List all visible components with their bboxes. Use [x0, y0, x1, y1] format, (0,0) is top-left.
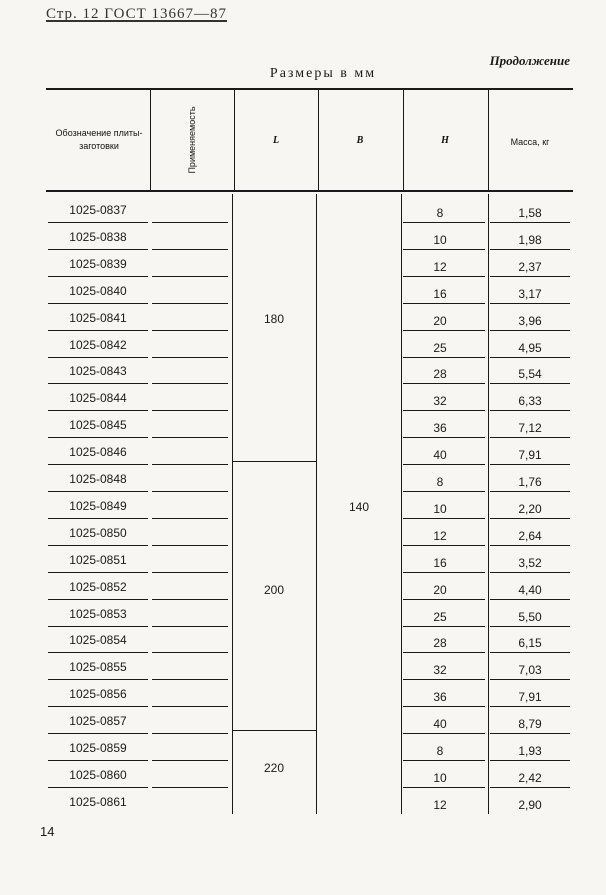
applicability-rule — [152, 626, 228, 627]
table-row-mass: 6,33 — [518, 394, 542, 409]
h-rule — [403, 303, 485, 304]
designation-rule — [48, 383, 148, 384]
table-row-H: 28 — [433, 636, 447, 651]
table-row-mass: 2,90 — [518, 797, 542, 812]
h-rule — [403, 249, 485, 250]
h-rule — [403, 383, 485, 384]
header-designation: Обозначение плиты-заготовки — [55, 128, 143, 151]
h-rule — [403, 706, 485, 707]
table-row-code: 1025-0857 — [69, 714, 127, 729]
h-rule — [403, 330, 485, 331]
h-rule — [403, 733, 485, 734]
mass-rule — [490, 464, 570, 465]
column-divider — [488, 194, 489, 814]
designation-rule — [48, 222, 148, 223]
table-row-code: 1025-0850 — [69, 525, 127, 540]
applicability-rule — [152, 652, 228, 653]
table-row-mass: 7,12 — [518, 421, 542, 436]
designation-rule — [48, 437, 148, 438]
header-divider — [488, 90, 489, 190]
table-row-code: 1025-0852 — [69, 579, 127, 594]
table-row-code: 1025-0839 — [69, 256, 127, 271]
table-row-code: 1025-0846 — [69, 445, 127, 460]
applicability-rule — [152, 249, 228, 250]
table-row-H: 8 — [436, 744, 444, 758]
applicability-rule — [152, 491, 228, 492]
header-bottom-rule — [46, 190, 573, 192]
applicability-rule — [152, 330, 228, 331]
table-row-code: 1025-0856 — [69, 687, 127, 702]
applicability-rule — [152, 787, 228, 788]
header-divider — [150, 90, 151, 190]
table-row-mass: 3,96 — [518, 313, 542, 328]
group-separator — [232, 730, 316, 731]
h-rule — [403, 276, 485, 277]
applicability-rule — [152, 518, 228, 519]
table-row-mass: 8,79 — [518, 717, 542, 732]
table-row-code: 1025-0844 — [69, 391, 127, 406]
header-divider — [403, 90, 404, 190]
column-divider — [232, 194, 233, 814]
mass-rule — [490, 652, 570, 653]
table-row-H: 12 — [433, 528, 447, 543]
designation-rule — [48, 276, 148, 277]
mass-rule — [490, 357, 570, 358]
h-rule — [403, 572, 485, 573]
designation-rule — [48, 518, 148, 519]
h-rule — [403, 357, 485, 358]
mass-rule — [490, 330, 570, 331]
table-row-mass: 1,98 — [518, 232, 542, 247]
table-row-code: 1025-0860 — [69, 767, 127, 782]
header-applicability: Применяемость — [187, 106, 197, 174]
mass-rule — [490, 383, 570, 384]
column-divider — [401, 194, 402, 814]
table-row-H: 8 — [436, 475, 444, 489]
mass-rule — [490, 706, 570, 707]
table-row-H: 28 — [433, 367, 447, 382]
mass-rule — [490, 249, 570, 250]
designation-rule — [48, 626, 148, 627]
table-top-rule — [46, 88, 573, 90]
applicability-rule — [152, 464, 228, 465]
table-row-mass: 4,95 — [518, 340, 542, 355]
table-row-H: 32 — [433, 394, 447, 409]
table-row-H: 25 — [433, 340, 447, 355]
mass-rule — [490, 572, 570, 573]
table-row-mass: 1,58 — [518, 206, 542, 220]
mass-rule — [490, 303, 570, 304]
applicability-rule — [152, 303, 228, 304]
designation-rule — [48, 679, 148, 680]
table-row-mass: 7,91 — [518, 690, 542, 705]
designation-rule — [48, 464, 148, 465]
applicability-rule — [152, 222, 228, 223]
mass-rule — [490, 437, 570, 438]
table-row-mass: 3,17 — [518, 286, 542, 301]
table-row-mass: 5,54 — [518, 367, 542, 382]
table-row-H: 10 — [433, 501, 447, 516]
table-row-H: 36 — [433, 421, 447, 436]
applicability-rule — [152, 599, 228, 600]
designation-rule — [48, 733, 148, 734]
table-row-mass: 7,91 — [518, 448, 542, 463]
header-divider — [234, 90, 235, 190]
L-value-180: 180 — [263, 312, 285, 326]
table-row-mass: 5,50 — [518, 609, 542, 624]
designation-rule — [48, 303, 148, 304]
dimensions-caption: Размеры в мм — [269, 66, 377, 81]
table-row-mass: 2,37 — [518, 259, 542, 274]
designation-rule — [48, 760, 148, 761]
applicability-rule — [152, 437, 228, 438]
applicability-rule — [152, 572, 228, 573]
mass-rule — [490, 518, 570, 519]
h-rule — [403, 679, 485, 680]
header-B: B — [356, 135, 364, 146]
table-row-mass: 1,76 — [518, 475, 542, 489]
h-rule — [403, 464, 485, 465]
page-number: 14 — [40, 824, 55, 839]
h-rule — [403, 652, 485, 653]
mass-rule — [490, 410, 570, 411]
applicability-rule — [152, 357, 228, 358]
table-row-mass: 2,64 — [518, 528, 542, 543]
h-rule — [403, 410, 485, 411]
table-row-mass: 4,40 — [518, 582, 542, 597]
B-value-140: 140 — [348, 500, 370, 514]
column-divider — [316, 194, 317, 814]
table-row-H: 36 — [433, 690, 447, 705]
group-separator — [232, 461, 316, 462]
table-row-code: 1025-0851 — [69, 552, 127, 567]
mass-rule — [490, 679, 570, 680]
table-row-mass: 6,15 — [518, 636, 542, 651]
table-row-H: 20 — [433, 582, 447, 597]
designation-rule — [48, 787, 148, 788]
designation-rule — [48, 249, 148, 250]
applicability-rule — [152, 760, 228, 761]
mass-rule — [490, 787, 570, 788]
table-row-code: 1025-0838 — [69, 229, 127, 244]
applicability-rule — [152, 410, 228, 411]
table-row-mass: 2,42 — [518, 770, 542, 785]
h-rule — [403, 437, 485, 438]
h-rule — [403, 760, 485, 761]
applicability-rule — [152, 383, 228, 384]
h-rule — [403, 545, 485, 546]
table-row-mass: 7,03 — [518, 663, 542, 678]
table-row-mass: 3,52 — [518, 555, 542, 570]
designation-rule — [48, 410, 148, 411]
table-row-mass: 2,20 — [518, 501, 542, 516]
mass-rule — [490, 599, 570, 600]
h-rule — [403, 599, 485, 600]
table-row-H: 10 — [433, 232, 447, 247]
table-row-H: 12 — [433, 259, 447, 274]
mass-rule — [490, 222, 570, 223]
L-value-200: 200 — [263, 583, 285, 597]
h-rule — [403, 787, 485, 788]
designation-rule — [48, 357, 148, 358]
header-divider — [318, 90, 319, 190]
mass-rule — [490, 733, 570, 734]
table-row-code: 1025-0855 — [69, 660, 127, 675]
mass-rule — [490, 545, 570, 546]
h-rule — [403, 491, 485, 492]
table-row-code: 1025-0854 — [69, 633, 127, 648]
continuation-label: Продолжение — [489, 53, 570, 68]
h-rule — [403, 222, 485, 223]
designation-rule — [48, 706, 148, 707]
designation-rule — [48, 652, 148, 653]
table-row-H: 10 — [433, 770, 447, 785]
header-H: H — [441, 135, 449, 146]
table-row-code: 1025-0861 — [69, 794, 127, 809]
mass-rule — [490, 626, 570, 627]
mass-rule — [490, 760, 570, 761]
table-row-code: 1025-0837 — [69, 203, 127, 217]
designation-rule — [48, 491, 148, 492]
table-row-code: 1025-0853 — [69, 606, 127, 621]
designation-rule — [48, 330, 148, 331]
table-row-H: 20 — [433, 313, 447, 328]
table-row-code: 1025-0840 — [69, 283, 127, 298]
designation-rule — [48, 545, 148, 546]
table-row-code: 1025-0842 — [69, 337, 127, 352]
designation-rule — [48, 572, 148, 573]
table-row-H: 25 — [433, 609, 447, 624]
header-mass: Масса, кг — [510, 137, 550, 147]
table-row-H: 40 — [433, 448, 447, 463]
table-row-code: 1025-0849 — [69, 498, 127, 513]
table-row-H: 32 — [433, 663, 447, 678]
L-value-220: 220 — [263, 761, 285, 775]
mass-rule — [490, 491, 570, 492]
applicability-rule — [152, 706, 228, 707]
table-row-code: 1025-0845 — [69, 418, 127, 433]
table-row-H: 16 — [433, 286, 447, 301]
header-L: L — [272, 135, 280, 146]
document-header: Стр. 12 ГОСТ 13667—87 — [46, 6, 228, 22]
applicability-rule — [152, 545, 228, 546]
table-row-H: 40 — [433, 717, 447, 732]
table-row-code: 1025-0859 — [69, 741, 127, 755]
table-row-code: 1025-0843 — [69, 364, 127, 379]
h-rule — [403, 626, 485, 627]
table-row-H: 16 — [433, 555, 447, 570]
h-rule — [403, 518, 485, 519]
table-row-code: 1025-0841 — [69, 310, 127, 325]
applicability-rule — [152, 733, 228, 734]
applicability-rule — [152, 276, 228, 277]
applicability-rule — [152, 679, 228, 680]
mass-rule — [490, 276, 570, 277]
designation-rule — [48, 599, 148, 600]
table-row-code: 1025-0848 — [69, 472, 127, 486]
table-row-H: 8 — [436, 206, 444, 220]
table-row-mass: 1,93 — [518, 744, 542, 758]
table-row-H: 12 — [433, 797, 447, 812]
